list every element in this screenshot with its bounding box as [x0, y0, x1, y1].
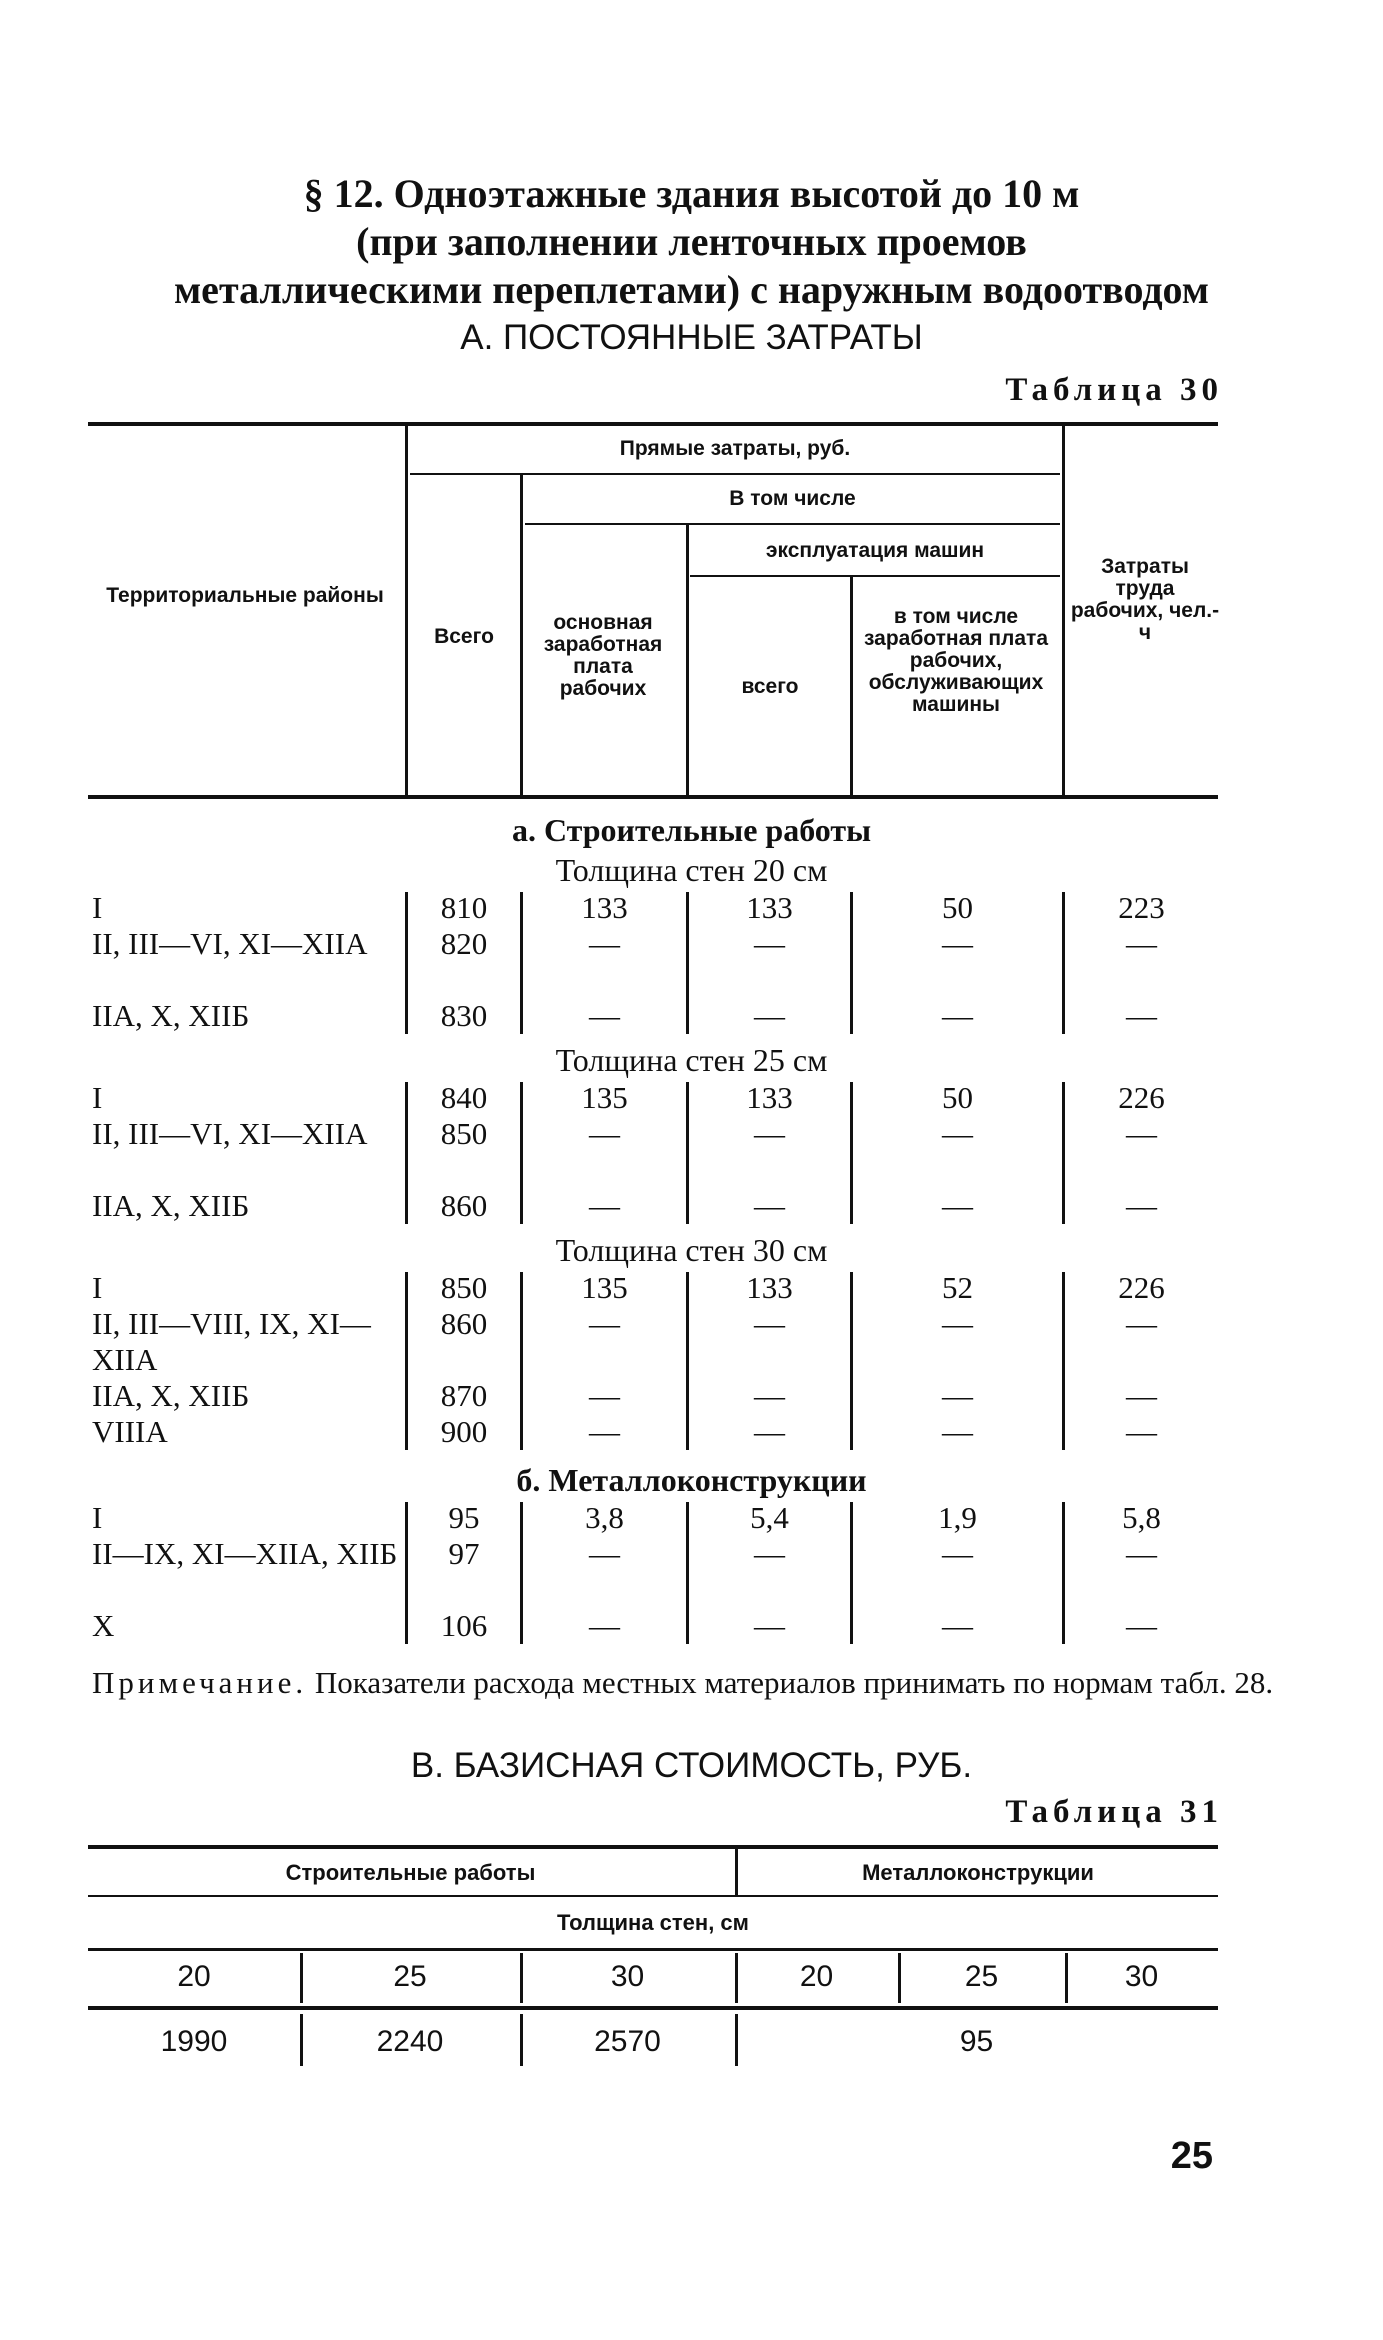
- cell-mach: —: [754, 1306, 785, 1341]
- cell-mach: 133: [746, 1270, 793, 1305]
- header-rule-direct: [410, 473, 1060, 475]
- cell-total: 106: [440, 1608, 488, 1643]
- table-30-top-rule: [88, 422, 1218, 426]
- cell-wage: —: [589, 1414, 620, 1449]
- row-region-label: IIA, X, XIIБ: [92, 1378, 250, 1413]
- cell-mwage: 50: [942, 890, 973, 925]
- t31-thickness-4: 25: [964, 1960, 999, 1993]
- cell-mwage: —: [942, 1536, 973, 1571]
- cell-labor: —: [1126, 1378, 1157, 1413]
- t31-rule-4: [88, 2006, 1218, 2010]
- header-vline-1: [405, 425, 408, 795]
- t31-col-rule: [735, 1953, 738, 2003]
- t31-thickness-0: 20: [177, 1960, 211, 1993]
- header-vline-4: [850, 577, 853, 795]
- cell-total: 870: [440, 1378, 488, 1413]
- cell-wage: —: [589, 1306, 620, 1341]
- section-title-line2: (при заполнении ленточных проемов: [356, 219, 1027, 264]
- cell-labor: 5,8: [1122, 1500, 1161, 1535]
- cell-mwage: 1,9: [938, 1500, 977, 1535]
- t31-rule-3: [88, 1948, 1218, 1951]
- row-region-label: I: [92, 1270, 103, 1305]
- table-31-caption: Таблица 31: [1005, 1794, 1223, 1830]
- cell-mwage: —: [942, 1414, 973, 1449]
- cell-mach: —: [754, 998, 785, 1033]
- note-text: Показатели расхода местных материалов принимать по нормам табл. 28.: [314, 1665, 1274, 1700]
- t31-value-2: 2570: [594, 2025, 661, 2058]
- cell-total: 900: [440, 1414, 488, 1449]
- cell-mwage: 52: [942, 1270, 973, 1305]
- header-region: Территориальные районы: [106, 584, 384, 607]
- header-vline-2: [520, 475, 523, 795]
- cell-mach: —: [754, 1414, 785, 1449]
- t31-value-rule: [520, 2014, 523, 2066]
- header-total: Всего: [434, 625, 494, 648]
- cell-wage: 3,8: [585, 1500, 624, 1535]
- row-region-label: VIIIA: [92, 1414, 168, 1449]
- cell-total: 860: [440, 1306, 488, 1341]
- t31-value-1: 2240: [376, 2025, 444, 2058]
- cell-mwage: —: [942, 1306, 973, 1341]
- t31-header-thickness: Толщина стен, см: [557, 1910, 749, 1935]
- cell-wage: 135: [581, 1270, 628, 1305]
- group-subtitle: Толщина стен 20 см: [555, 852, 828, 888]
- cell-total: 830: [440, 998, 488, 1033]
- row-region-label: I: [92, 890, 103, 925]
- header-vline-5: [1062, 425, 1065, 795]
- t31-thickness-3: 20: [799, 1960, 834, 1993]
- t31-thickness-5: 30: [1124, 1960, 1159, 1993]
- row-region-label: II, III—VIII, IX, XI—XIIA: [92, 1306, 371, 1377]
- t31-top-rule: [88, 1845, 1218, 1849]
- table-30-header-bottom-rule: [88, 795, 1218, 799]
- cell-mwage: —: [942, 998, 973, 1033]
- cell-labor: 226: [1118, 1270, 1165, 1305]
- cell-mach: —: [754, 926, 785, 961]
- cell-mwage: —: [942, 926, 973, 961]
- cell-mach: 5,4: [750, 1500, 789, 1535]
- cell-labor: —: [1126, 1116, 1157, 1151]
- header-rule-including: [525, 523, 1060, 525]
- row-region-label: IIA, X, XIIБ: [92, 1188, 250, 1223]
- cell-total: 95: [448, 1500, 480, 1535]
- cell-mwage: —: [942, 1188, 973, 1223]
- cell-labor: —: [1126, 1306, 1157, 1341]
- cell-wage: —: [589, 926, 620, 961]
- cell-mach: —: [754, 1116, 785, 1151]
- cell-total: 840: [440, 1080, 488, 1115]
- cell-wage: —: [589, 1116, 620, 1151]
- page-number: 25: [1170, 2135, 1213, 2177]
- t31-col-rule: [1065, 1953, 1068, 2003]
- t31-rule-2: [88, 1895, 1218, 1897]
- cell-mach: 133: [746, 1080, 793, 1115]
- row-region-label: X: [92, 1608, 115, 1643]
- cell-labor: —: [1126, 1608, 1157, 1643]
- cell-total: 820: [440, 926, 488, 961]
- row-region-label: II—IX, XI—XIIA, XIIБ: [92, 1536, 398, 1571]
- cell-labor: —: [1126, 1188, 1157, 1223]
- cell-wage: —: [589, 1378, 620, 1413]
- t31-col-rule: [300, 1953, 303, 2003]
- section-title-line3: металлическими переплетами) с наружным водоотводом: [173, 267, 1210, 312]
- cell-mach: —: [754, 1536, 785, 1571]
- t31-header-metal: Металлоконструкции: [862, 1860, 1094, 1885]
- cell-wage: —: [589, 1608, 620, 1643]
- cell-total: 97: [448, 1536, 480, 1571]
- t31-value-0: 1990: [160, 2025, 228, 2058]
- header-labor: Затраты труда рабочих, чел.-ч: [1070, 555, 1220, 644]
- cell-wage: —: [589, 1188, 620, 1223]
- header-machines-total: всего: [741, 675, 799, 698]
- t31-thickness-1: 25: [393, 1960, 427, 1993]
- section-b-heading: В. БАЗИСНАЯ СТОИМОСТЬ, РУБ.: [410, 1746, 973, 1785]
- note-label: Примечание.: [92, 1665, 308, 1700]
- cell-mwage: —: [942, 1116, 973, 1151]
- header-machines-wage: в том числе заработная плата рабочих, обслуживающих машины: [863, 605, 1049, 716]
- cell-mach: —: [754, 1378, 785, 1413]
- t31-col-rule: [520, 1953, 523, 2003]
- header-rule-machines: [690, 575, 1060, 577]
- cell-labor: 226: [1118, 1080, 1165, 1115]
- cell-mwage: 50: [942, 1080, 973, 1115]
- cell-wage: —: [589, 998, 620, 1033]
- cell-total: 850: [440, 1270, 488, 1305]
- cell-total: 860: [440, 1188, 488, 1223]
- cell-labor: —: [1126, 926, 1157, 961]
- row-region-label: II, III—VI, XI—XIIA: [92, 926, 368, 961]
- header-direct-costs: Прямые затраты, руб.: [619, 437, 851, 460]
- cell-mach: —: [754, 1188, 785, 1223]
- cell-mach: —: [754, 1608, 785, 1643]
- cell-mach: 133: [746, 890, 793, 925]
- header-wage: основная заработная плата рабочих: [543, 611, 663, 700]
- row-region-label: IIA, X, XIIБ: [92, 998, 250, 1033]
- t31-value-rule: [735, 2014, 738, 2066]
- cell-labor: 223: [1118, 890, 1165, 925]
- cell-wage: 133: [581, 890, 628, 925]
- header-vline-3: [686, 525, 689, 795]
- t31-header-construction: Строительные работы: [285, 1860, 536, 1885]
- row-region-label: II, III—VI, XI—XIIA: [92, 1116, 368, 1151]
- t31-value-3: 95: [959, 2025, 994, 2058]
- group-subtitle: Толщина стен 25 см: [555, 1042, 828, 1078]
- cell-wage: —: [589, 1536, 620, 1571]
- header-machines: эксплуатация машин: [765, 539, 985, 562]
- t31-thickness-2: 30: [610, 1960, 645, 1993]
- group-subtitle: Толщина стен 30 см: [555, 1232, 828, 1268]
- cell-labor: —: [1126, 998, 1157, 1033]
- t31-value-rule: [300, 2014, 303, 2066]
- cell-labor: —: [1126, 1414, 1157, 1449]
- row-region-label: I: [92, 1500, 103, 1535]
- section-metal-structures: б. Металлоконструкции: [516, 1462, 867, 1498]
- section-title-line1: § 12. Одноэтажные здания высотой до 10 м: [303, 171, 1080, 216]
- cell-mwage: —: [942, 1608, 973, 1643]
- cell-labor: —: [1126, 1536, 1157, 1571]
- table-30-caption: Таблица 30: [1005, 372, 1223, 408]
- section-a-heading: А. ПОСТОЯННЫЕ ЗАТРАТЫ: [460, 318, 923, 357]
- cell-wage: 135: [581, 1080, 628, 1115]
- table-note: [92, 1664, 1292, 1702]
- row-region-label: I: [92, 1080, 103, 1115]
- section-construction-works: а. Строительные работы: [511, 812, 872, 848]
- cell-mwage: —: [942, 1378, 973, 1413]
- t31-col-rule: [898, 1953, 901, 2003]
- header-including: В том числе: [729, 487, 856, 510]
- cell-total: 810: [440, 890, 488, 925]
- cell-total: 850: [440, 1116, 488, 1151]
